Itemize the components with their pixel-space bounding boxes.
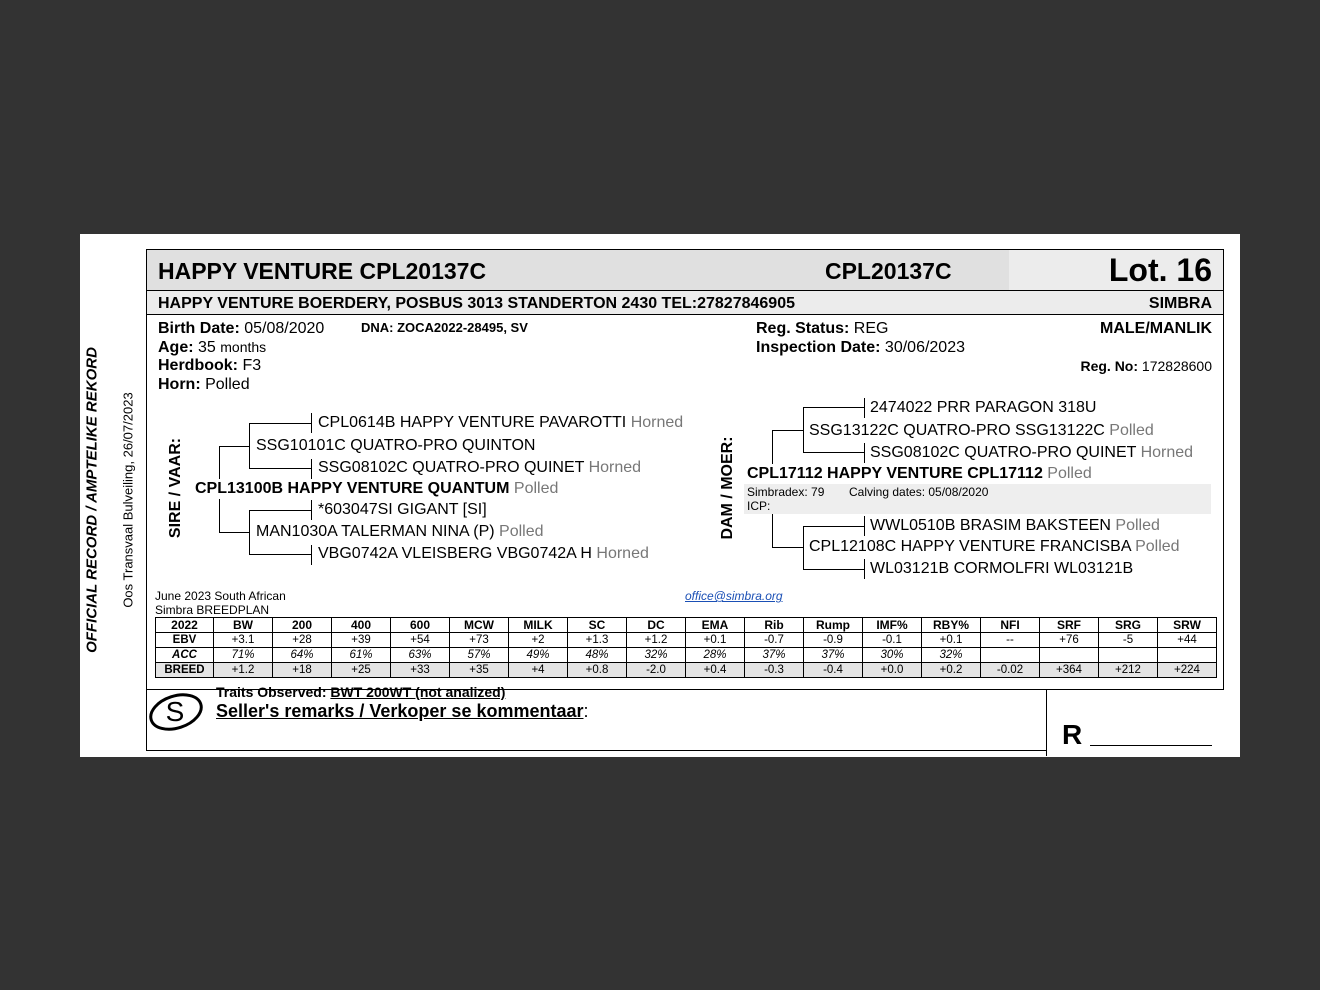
ebv-cell: +212 [1099,663,1158,678]
pedigree-line [772,514,773,547]
lot-number: Lot. 16 [1108,252,1212,288]
price-box-border [1046,690,1047,756]
ebv-cell: 600 [391,618,450,633]
pedigree-line [864,516,865,536]
calving-dates: Calving dates: 05/08/2020 [849,485,989,499]
pedigree-name: WL03121B CORMOLFRI WL03121B [870,560,1134,577]
dam-sire-sire-entry [870,399,1096,417]
pedigree-line [311,413,312,433]
pedigree-name: CPL12108C HAPPY VENTURE FRANCISBA [809,538,1131,555]
ebv-cell: IMF% [863,618,922,633]
ebv-cell: 49% [509,648,568,663]
ebv-row-label: 2022 [156,618,214,633]
ebv-cell [1099,648,1158,663]
ebv-row [156,633,1217,648]
horn-status-text: Polled [513,480,559,497]
dam-name: CPL17112 HAPPY VENTURE CPL17112 [747,465,1043,482]
pedigree-line [772,430,773,464]
birth-date-value: 05/08/2020 [244,320,325,337]
ebv-cell: 200 [273,618,332,633]
sire-dam-sire-entry [318,501,487,519]
ebv-cell: 28% [686,648,745,663]
sale-event-label: Oos Transvaal Bulveiling, 26/07/2023 [120,392,136,608]
pedigree-line [803,526,864,527]
pedigree-line [864,398,865,418]
inspection-date-label: Inspection Date: [756,339,881,356]
animal-id: CPL20137C [825,258,952,284]
ebv-cell: BW [214,618,273,633]
horn-status-text: Polled [1109,422,1154,439]
breed-name: SIMBRA [1148,295,1212,312]
official-record-label: OFFICIAL RECORD / AMPTELIKE REKORD [83,347,101,653]
sire-sire-entry [318,414,683,432]
ebv-cell: RBY% [922,618,981,633]
ebv-row-label: BREED [156,663,214,678]
horn-status-text: Polled [499,523,544,540]
reg-number [1080,358,1212,374]
dam-sire-entry [809,422,1154,440]
ebv-cell: -5 [1099,633,1158,648]
herdbook-value: F3 [242,357,262,374]
ebv-cell [981,648,1040,663]
seller-remarks [216,701,589,722]
pedigree-name: SSG08102C QUATRO-PRO QUINET [318,459,585,476]
ebv-cell: +18 [273,663,332,678]
pedigree-name: 2474022 PRR PARAGON 318U [870,399,1097,416]
pedigree-line [249,510,250,554]
pedigree-line [803,526,804,569]
horn-status-text: Polled [1115,517,1160,534]
ebv-cell: +54 [391,633,450,648]
inspection-date [756,339,965,357]
price-prefix: R [1062,719,1083,750]
ebv-cell: 37% [804,648,863,663]
reg-status-label: Reg. Status: [756,320,850,337]
herdbook-label: Herdbook: [158,357,238,374]
ebv-cell: DC [627,618,686,633]
sire-dam-entry [256,523,544,541]
ebv-cell: +0.1 [922,633,981,648]
age-label: Age: [158,339,194,356]
horn-label: Horn: [158,376,201,393]
pedigree-line [249,423,311,424]
pedigree-line [249,510,311,511]
pedigree-name: MAN1030A TALERMAN NINA (P) [256,523,495,540]
dam-dam-entry [809,538,1180,556]
horn-status-text: Polled [1047,465,1092,482]
ebv-cell: +3.1 [214,633,273,648]
horn-value: Polled [205,376,250,393]
ebv-cell: +28 [273,633,332,648]
svg-text:S: S [165,696,185,727]
ebv-cell: -0.4 [804,663,863,678]
breeder-address: HAPPY VENTURE BOERDERY, POSBUS 3013 STANDERTON 2430 TEL:27827846905 [158,295,795,312]
pedigree-name: CPL0614B HAPPY VENTURE PAVAROTTI [318,414,627,431]
birth-date-label: Birth Date: [158,320,240,337]
animal-name: HAPPY VENTURE CPL20137C [158,258,487,284]
pedigree-line [311,500,312,520]
ebv-cell: NFI [981,618,1040,633]
traits-value: BWT 200WT (not analized) [330,684,506,700]
ebv-cell: -0.9 [804,633,863,648]
age-unit: months [220,339,267,355]
ebv-cell [1158,648,1217,663]
breedplan-line2: Simbra BREEDPLAN [155,603,270,617]
email-link[interactable]: office@simbra.org [685,589,783,603]
pedigree-name: SSG08102C QUATRO-PRO QUINET [870,444,1137,461]
sire-entry [195,480,558,498]
age-value: 35 [198,339,216,356]
pedigree-line [311,545,312,565]
pedigree-line [864,559,865,579]
pedigree-line [803,407,804,452]
birth-date [158,320,324,338]
sire-dam-dam-entry [318,545,649,563]
ebv-cell: 61% [332,648,391,663]
pedigree-name: SSG10101C QUATRO-PRO QUINTON [256,437,536,454]
ebv-cell: SRG [1099,618,1158,633]
sire-sire-parent-entry [256,437,535,455]
ebv-cell: SRF [1040,618,1099,633]
ebv-cell: +1.3 [568,633,627,648]
ebv-cell: +25 [332,663,391,678]
ebv-cell: +1.2 [214,663,273,678]
ebv-cell: +224 [1158,663,1217,678]
pedigree-line [803,407,864,408]
ebv-cell: 30% [863,648,922,663]
pedigree-line [803,452,864,453]
ebv-cell: +33 [391,663,450,678]
ebv-cell: 63% [391,648,450,663]
ebv-cell: EMA [686,618,745,633]
pedigree-line [772,547,803,548]
simbra-logo-icon [148,688,204,734]
ebv-cell: SRW [1158,618,1217,633]
pedigree-line [249,554,311,555]
ebv-cell: 37% [745,648,804,663]
ebv-cell: +35 [450,663,509,678]
pedigree-line [219,499,220,532]
reg-number-label: Reg. No: [1080,358,1139,374]
age [158,339,266,357]
ebv-cell: +0.4 [686,663,745,678]
dam-dam-dam-entry [870,560,1133,578]
remarks-colon: : [583,701,589,721]
dam-label: DAM / MOER: [719,436,736,540]
sire-name: CPL13100B HAPPY VENTURE QUANTUM [195,480,510,497]
dna-info: DNA: ZOCA2022-28495, SV [361,320,528,335]
ebv-cell: 400 [332,618,391,633]
ebv-cell: +0.1 [686,633,745,648]
reg-number-value: 172828600 [1141,358,1212,374]
ebv-cell: -2.0 [627,663,686,678]
dam-sire-dam-entry [870,444,1193,462]
ebv-cell: +1.2 [627,633,686,648]
ebv-table [155,617,1217,678]
ebv-cell: +44 [1158,633,1217,648]
ebv-cell: -0.1 [863,633,922,648]
sex: MALE/MANLIK [1100,320,1212,337]
icp: ICP: [747,499,771,513]
breedplan-line1: June 2023 South African [155,589,286,603]
dam-entry [747,465,1092,483]
horn-status-text: Horned [630,414,684,431]
accuracy-row [156,648,1217,663]
reg-status-value: REG [853,320,889,337]
ebv-cell: Rib [745,618,804,633]
horn-status [158,376,250,394]
reg-status [756,320,888,338]
sire-label: SIRE / VAAR: [167,437,184,539]
footer-bottom-border [146,750,1046,751]
pedigree-line [219,446,249,447]
ebv-cell: MILK [509,618,568,633]
horn-status-text: Horned [588,459,642,476]
ebv-cell [1040,648,1099,663]
pedigree-name: VBG0742A VLEISBERG VBG0742A H [318,545,592,562]
ebv-cell: SC [568,618,627,633]
pedigree-line [249,423,250,468]
ebv-header-row [156,618,1217,633]
ebv-row-label: ACC [156,648,214,663]
seller-remarks-label: Seller's remarks / Verkoper se kommentaar [216,701,584,721]
pedigree-name: WWL0510B BRASIM BAKSTEEN [870,517,1111,534]
horn-status-text: Polled [1135,538,1180,555]
ebv-cell: +0.0 [863,663,922,678]
ebv-cell: +4 [509,663,568,678]
ebv-cell: -- [981,633,1040,648]
footer-left-border [146,690,147,750]
pedigree-name: *603047SI GIGANT [SI] [318,501,487,518]
ebv-cell: 64% [273,648,332,663]
ebv-cell: -0.02 [981,663,1040,678]
price-entry-line[interactable] [1090,745,1212,746]
dam-dam-sire-entry [870,517,1160,535]
pedigree-name: SSG13122C QUATRO-PRO SSG13122C [809,422,1105,439]
traits-observed [216,684,505,700]
pedigree-line [803,569,864,570]
ebv-cell: MCW [450,618,509,633]
pedigree-line [249,468,311,469]
herdbook [158,357,261,375]
sire-sire-dam-entry [318,459,641,477]
breed-average-row [156,663,1217,678]
ebv-cell: 48% [568,648,627,663]
pedigree-line [864,443,865,463]
pedigree-line [772,430,803,431]
ebv-cell: +0.8 [568,663,627,678]
ebv-cell: 32% [627,648,686,663]
ebv-cell: -0.3 [745,663,804,678]
traits-label: Traits Observed: [216,684,327,700]
pedigree-line [219,446,220,479]
ebv-cell: +39 [332,633,391,648]
ebv-cell: 57% [450,648,509,663]
ebv-row-label: EBV [156,633,214,648]
ebv-cell: +2 [509,633,568,648]
horn-status-text: Horned [1140,444,1194,461]
simbradex: Simbradex: 79 [747,485,825,499]
ebv-cell: +364 [1040,663,1099,678]
ebv-cell: +73 [450,633,509,648]
pedigree-line [311,459,312,479]
pedigree-line [219,532,249,533]
ebv-cell: 32% [922,648,981,663]
ebv-cell: +0.2 [922,663,981,678]
ebv-cell: -0.7 [745,633,804,648]
ebv-cell: 71% [214,648,273,663]
ebv-cell: Rump [804,618,863,633]
ebv-cell: +76 [1040,633,1099,648]
inspection-date-value: 30/06/2023 [884,339,965,356]
horn-status-text: Horned [596,545,649,562]
